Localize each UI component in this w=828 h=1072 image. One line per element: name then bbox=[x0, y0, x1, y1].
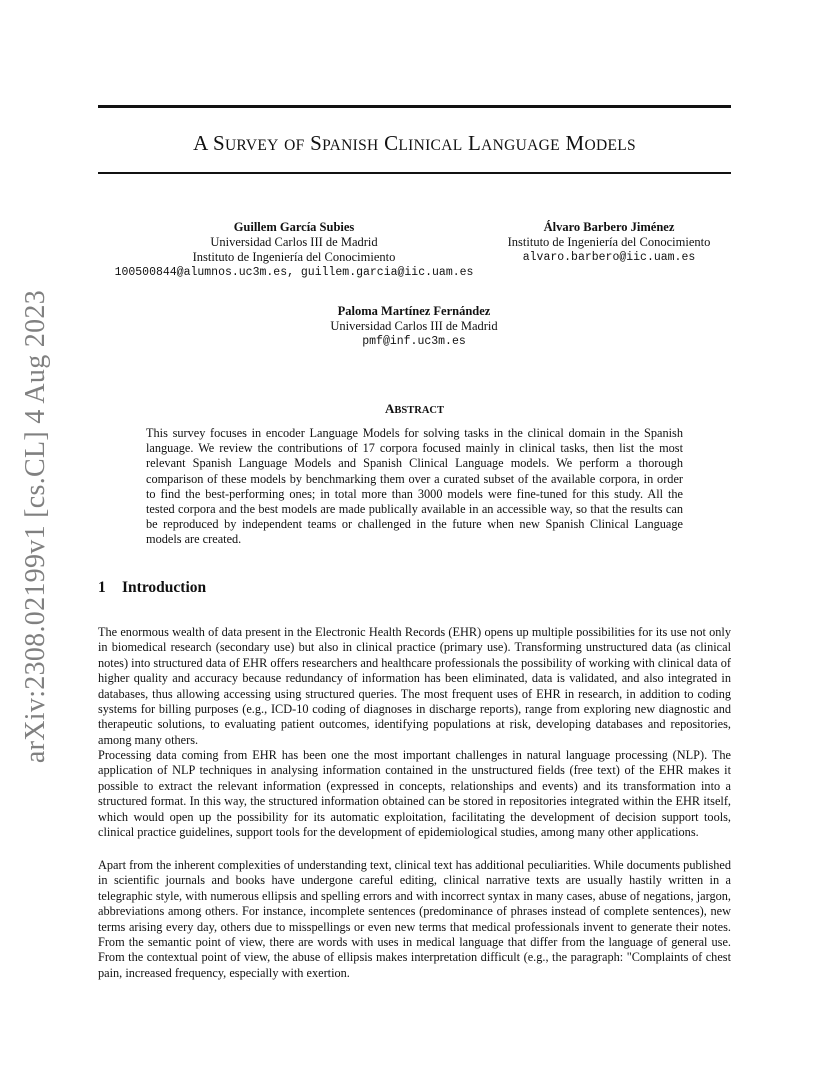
abstract-text: This survey focuses in encoder Language Models for solving tasks in the clinical domain in the Spanish language. We review the contributions of 17 corpora focused mainly in clinical tasks, then list the most relevant Spanish Language Models and Spanish Clinical Language models. We perform a thorough comparison of these models by benchmarking them over a curated subset of the available corpora, in order to find the best-performing ones; in total more than 3000 models were fine-tuned for this study. All the tested corpora and the best models are made publically available in an accessible way, so that the results can be reproduced by independent teams or challenged in the future when new Spanish Clinical Language models are created. bbox=[146, 426, 683, 547]
author-affiliation: Universidad Carlos III de Madrid bbox=[210, 235, 378, 249]
author-name: Guillem García Subies bbox=[233, 220, 355, 234]
title-bottom-rule bbox=[98, 172, 731, 174]
author-email: pmf@inf.uc3m.es bbox=[362, 335, 466, 348]
section-number: 1 bbox=[98, 579, 106, 596]
body-paragraph: Apart from the inherent complexities of understanding text, clinical text has additional peculiarities. While documents published in scientific journals and books have undergone careful editing, clinical narrative texts are usually hastily written in a telegraphic style, with numerous ellipsis and spelling errors and with incorrect syntax in many cases, abuse of negations, jargon, abbreviations among others. For instance, incomplete sentences (predominance of phrases instead of complete sentences), new terms arising every day, others due to misspellings or even new terms that medical professionals invent to generate their notes. From the semantic point of view, there are words with uses in medical language that differ from the language of general use. From the contextual point of view, the abuse of ellipsis makes interpretation difficult (e.g., the paragraph: "Complaints of chest pain, increased frequency, especially with exertion. bbox=[98, 858, 731, 980]
body-paragraph: Processing data coming from EHR has been one the most important challenges in natural language processing (NLP). The application of NLP techniques in analysing information contained in the unstructured fields (free text) of the EHR makes it possible to extract the relevant information (expressed in concepts, relationships and events) and its transformation into a structured format. In this way, the structured information obtained can be stored in repositories integrated within the EHR itself, which would open up the possibility for its automatic exploitation, facilitating the development of decision support tools, clinical practice guidelines, support tools for the development of epidemiological studies, among many other applications. bbox=[98, 748, 731, 840]
author-affiliation: Universidad Carlos III de Madrid bbox=[330, 319, 498, 333]
section-title: Introduction bbox=[122, 579, 207, 596]
abstract-heading: ABSTRACT bbox=[385, 401, 444, 416]
section-heading bbox=[98, 579, 206, 597]
author-block bbox=[290, 304, 538, 349]
author-block bbox=[100, 220, 488, 280]
paper-title: A SURVEY OF SPANISH CLINICAL LANGUAGE MODELS bbox=[193, 131, 636, 155]
title-top-rule bbox=[98, 105, 731, 108]
body-paragraph: The enormous wealth of data present in the Electronic Health Records (EHR) opens up multiple possibilities for its use not only in biomedical research (secondary use) but also in clinical practice (primary use). Transforming unstructured data (as clinical notes) into structured data of EHR offers researchers and healthcare professionals the possibility of working with clinical data of higher quality and accuracy because redundancy of information has been eliminated, data is validated, and also integrated in databases, thus allowing accessing using structured queries. The most frequent uses of EHR in research, in addition to coding systems for billing purposes (e.g., ICD-10 coding of diagnoses in discharge reports), range from exploring new diagnostic and therapeutic solutions, to evaluating patient outcomes, identifying populations at risk, developing databases and repositories, among many others. bbox=[98, 625, 731, 747]
author-affiliation: Instituto de Ingeniería del Conocimiento bbox=[192, 250, 396, 264]
author-name: Paloma Martínez Fernández bbox=[337, 304, 491, 318]
author-name: Álvaro Barbero Jiménez bbox=[543, 220, 675, 234]
arxiv-identifier: arXiv:2308.02199v1 [cs.CL] 4 Aug 2023 bbox=[20, 290, 51, 764]
author-block bbox=[490, 220, 728, 265]
author-email: alvaro.barbero@iic.uam.es bbox=[522, 251, 696, 264]
author-email: 100500844@alumnos.uc3m.es, guillem.garcia@iic.uam.es bbox=[114, 266, 474, 279]
author-affiliation: Instituto de Ingeniería del Conocimiento bbox=[507, 235, 711, 249]
